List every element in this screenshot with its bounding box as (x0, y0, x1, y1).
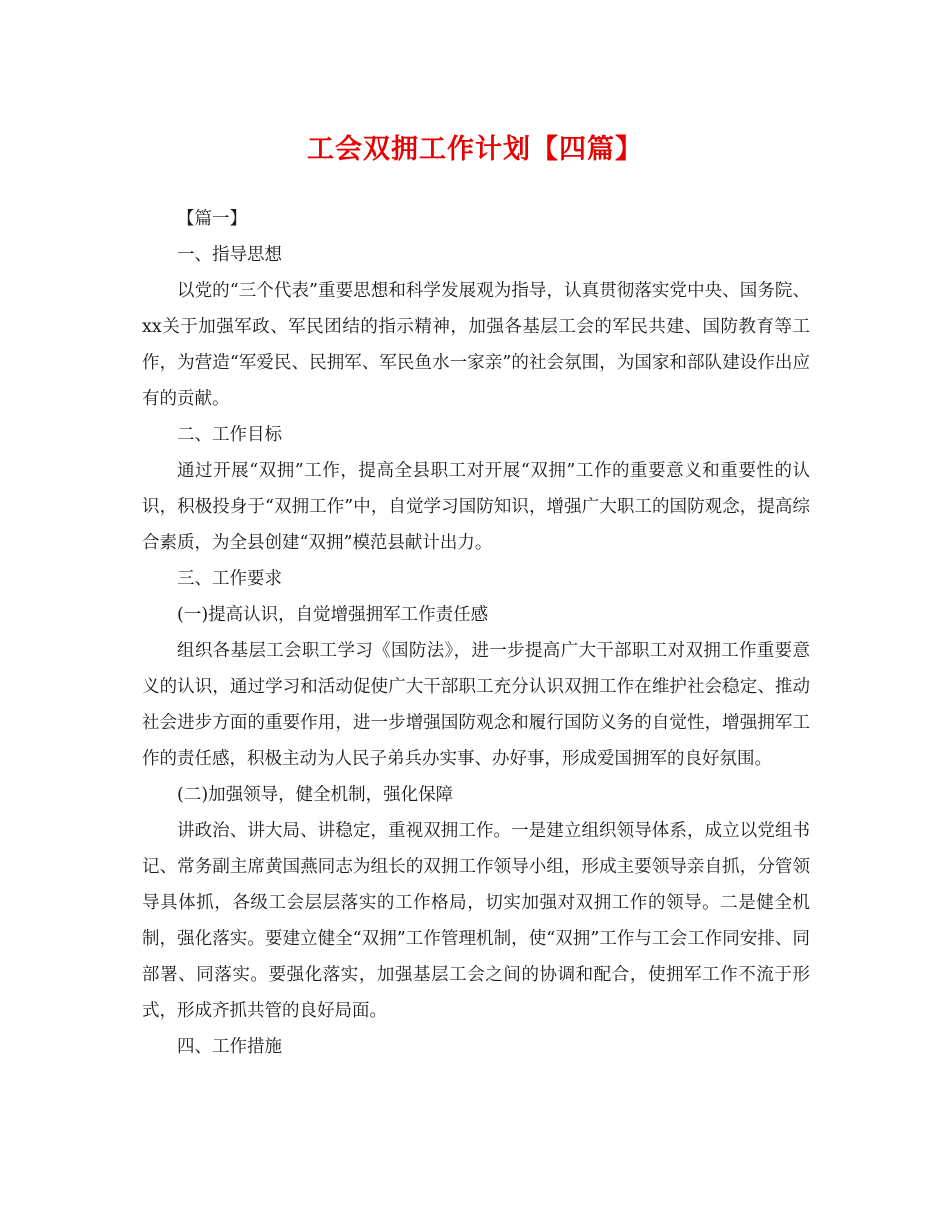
paragraph-work-goals: 通过开展“双拥”工作，提高全县职工对开展“双拥”工作的重要意义和重要性的认识，积极投身于“双拥工作”中，自觉学习国防知识，增强广大职工的国防观念，提高综合素质，为全县创建“双拥”模范县献计出力。 (142, 461, 810, 553)
subheading-raise-awareness: (一)提高认识，自觉增强拥军工作责任感 (177, 605, 489, 625)
heading-work-requirements: 三、工作要求 (177, 569, 282, 589)
section-label: 【篇一】 (177, 209, 247, 229)
paragraph-raise-awareness: 组织各基层工会职工学习《国防法》，进一步提高广大干部职工对双拥工作重要意义的认识，通过学习和活动促使广大干部职工充分认识双拥工作在维护社会稳定、推动社会进步方面的重要作用，进一步增强国防观念和履行国防义务的自觉性，增强拥军工作的责任感，积极主动为人民子弟兵办实事、办好事，形成爱国拥军的良好氛围。 (142, 641, 810, 769)
paragraph-strengthen-leadership: 讲政治、讲大局、讲稳定，重视双拥工作。一是建立组织领导体系，成立以党组书记、常务副主席黄国燕同志为组长的双拥工作领导小组，形成主要领导亲自抓，分管领导具体抓，各级工会层层落实的工作格局，切实加强对双拥工作的领导。二是健全机制，强化落实。要建立健全“双拥”工作管理机制，使“双拥”工作与工会工作同安排、同部署、同落实。要强化落实，加强基层工会之间的协调和配合，使拥军工作不流于形式，形成齐抓共管的良好局面。 (142, 821, 810, 1021)
paragraph-guiding-ideology: 以党的“三个代表”重要思想和科学发展观为指导，认真贯彻落实党中央、国务院、xx关于加强军政、军民团结的指示精神，加强各基层工会的军民共建、国防教育等工作，为营造“军爱民、民拥军、军民鱼水一家亲”的社会氛围，为国家和部队建设作出应有的贡献。 (142, 281, 810, 409)
document-title: 工会双拥工作计划【四篇】 (307, 134, 643, 165)
subheading-strengthen-leadership: (二)加强领导，健全机制，强化保障 (177, 785, 454, 805)
heading-guiding-ideology: 一、指导思想 (177, 245, 282, 265)
heading-work-measures: 四、工作措施 (177, 1037, 282, 1057)
heading-work-goals: 二、工作目标 (177, 425, 282, 445)
document-body (142, 201, 810, 1065)
